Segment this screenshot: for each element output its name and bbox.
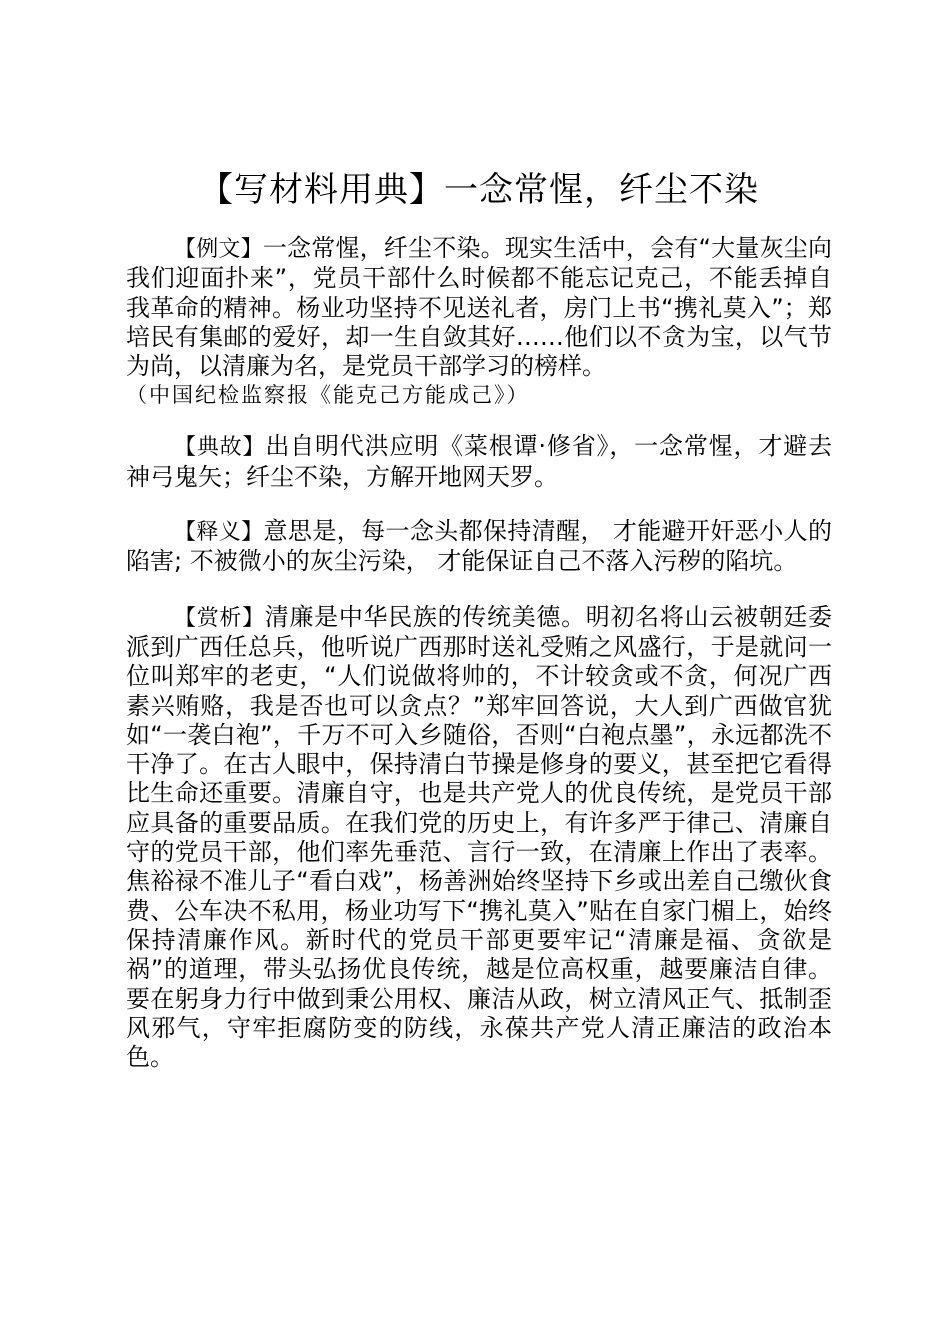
appreciation-tag: 【赏析】 xyxy=(174,605,265,631)
example-tag: 【例文】 xyxy=(174,237,263,262)
document-title: 【写材料用典】一念常惺，纤尘不染 xyxy=(199,170,759,210)
meaning-text: 意思是，每一念头都保持清醒， 才能避开奸恶小人的陷害; 不被微小的灰尘污染， 才能保证自己不落入污秽的陷坑。 xyxy=(126,517,832,576)
appreciation-paragraph xyxy=(126,603,832,1073)
allusion-paragraph xyxy=(126,432,832,492)
example-paragraph xyxy=(126,234,832,410)
meaning-tag: 【释义】 xyxy=(174,520,264,546)
appreciation-text: 清廉是中华民族的传统美德。明初名将山云被朝廷委派到广西任总兵，他听说广西那时送礼受贿之风盛行，于是就问一位叫郑牢的老吏，“人们说做将帅的，不计较贪或不贪，何况广西素兴贿赂，我是否也可以贪点？”郑牢回答说，大人到广西做官犹如“一袭白袍”，千万不可入乡随俗，否则“白袍点墨”，永远都洗不干净了。在古人眼中，保持清白节操是修身的要义，甚至把它看得比生命还重要。清廉自守，也是共产党人的优良传统，是党员干部应具备的重要品质。在我们党的历史上，有许多严于律己、清廉自守的党员干部，他们率先垂范、言行一致，在清廉上作出了表率。焦裕禄不准儿子“看白戏”，杨善洲始终坚持下乡或出差自己缴伙食费、公车决不私用，杨业功写下“携礼莫入”贴在自家门楣上，始终保持清廉作风。新时代的党员干部更要牢记“清廉是福、贪欲是祸”的道理，带头弘扬优良传统，越是位高权重，越要廉洁自律。要在躬身力行中做到秉公用权、廉洁从政，树立清风正气、抵制歪风邪气，守牢拒腐防变的防线，永葆共产党人清正廉洁的政治本色。 xyxy=(126,602,832,1072)
document-page xyxy=(126,160,832,1072)
allusion-tag: 【典故】 xyxy=(174,435,266,461)
meaning-paragraph xyxy=(126,517,832,577)
allusion-text: 出自明代洪应明《菜根谭·修省》，一念常惺，才避去神弓鬼矢；纤尘不染，方解开地网天罗。 xyxy=(126,432,832,491)
example-text: 一念常惺，纤尘不染。现实生活中，会有“大量灰尘向我们迎面扑来”，党员干部什么时候都不能忘记克己，不能丢掉自我革命的精神。杨业功坚持不见送礼者，房门上书“携礼莫入”；郑培民有集邮的爱好，却一生自敛其好……他们以不贪为宝，以气节为尚，以清廉为名，是党员干部学习的榜样。 xyxy=(126,234,832,381)
example-source: （中国纪检监察报《能克己方能成己》） xyxy=(126,383,530,408)
